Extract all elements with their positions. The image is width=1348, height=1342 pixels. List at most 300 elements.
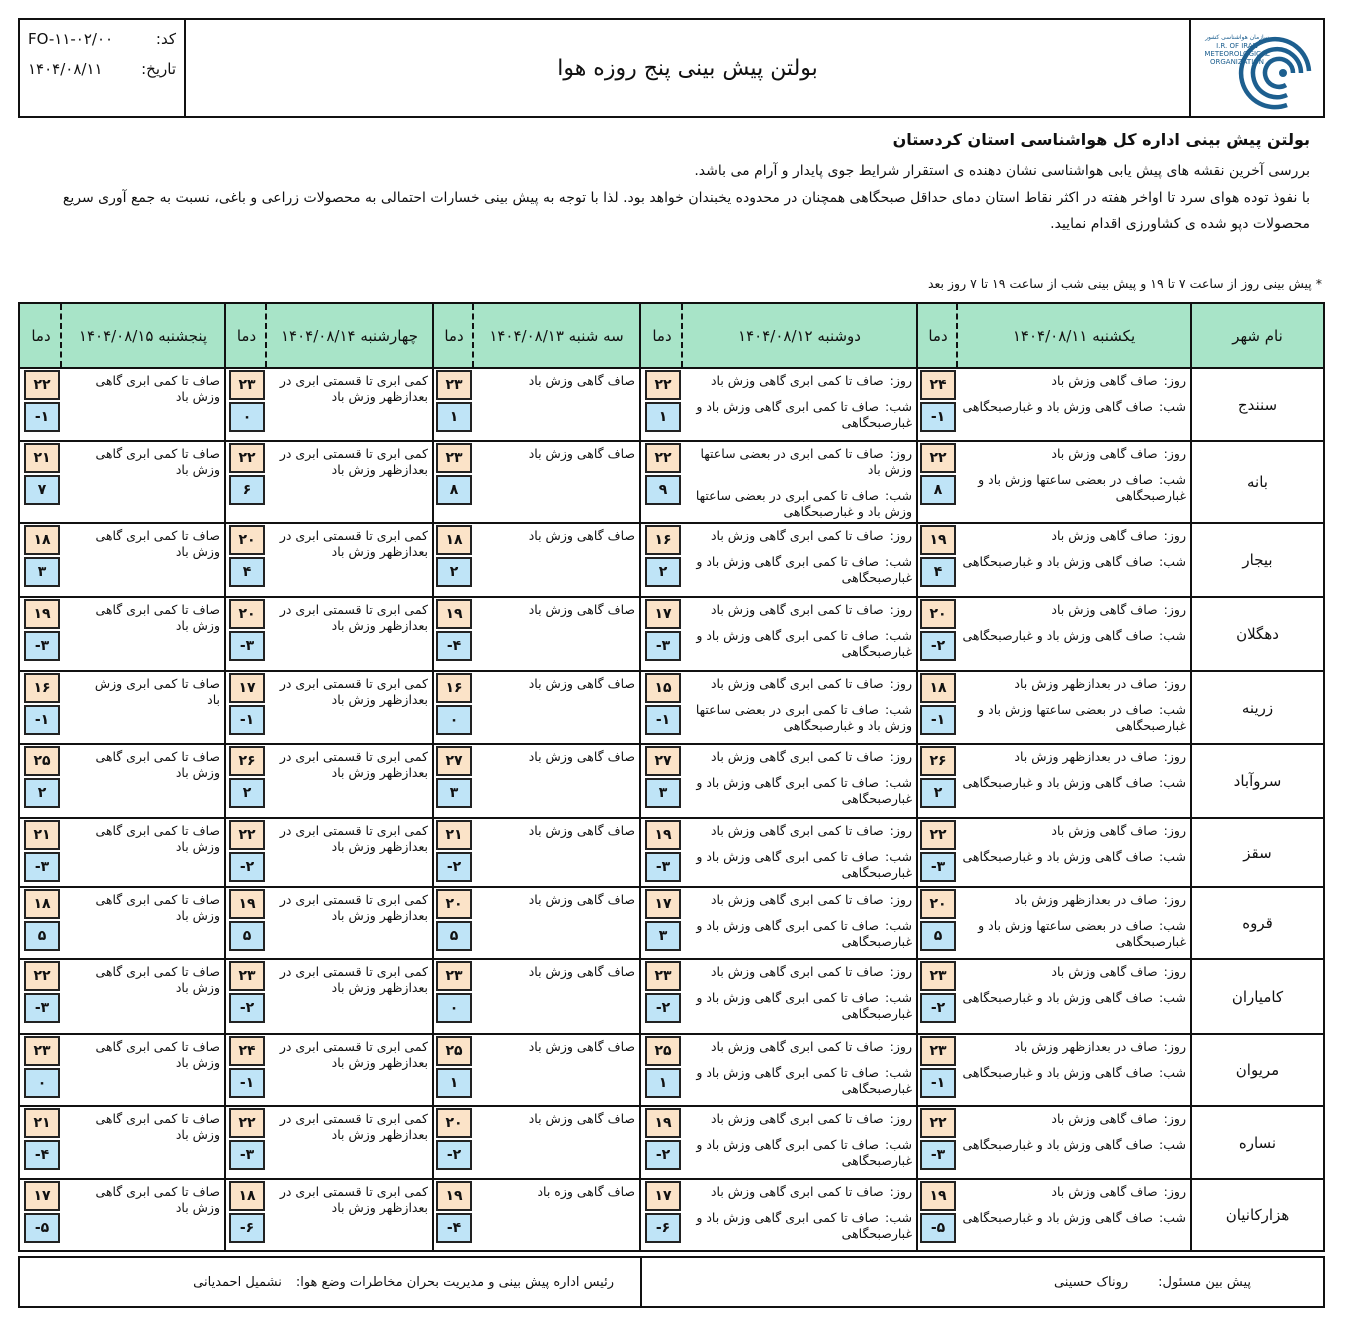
night-forecast-line [958, 628, 1186, 644]
night-forecast-line [958, 1137, 1186, 1153]
day-forecast-text: کمی ابری تا قسمتی ابری در بعدازظهر وزش باد [279, 1111, 428, 1142]
min-temp-box: ۰ [24, 1068, 60, 1098]
city-name: کامیاران [1231, 987, 1284, 1006]
min-temp-box: ۵ [24, 921, 60, 951]
day-forecast-text [958, 1039, 1186, 1081]
night-label: شب: [1159, 472, 1186, 487]
day-forecast-text [958, 528, 1186, 570]
night-label: شب: [885, 775, 912, 790]
max-temp-box: ۱۷ [645, 599, 681, 629]
day-column-header: پنجشنبه ۱۴۰۴/۰۸/۱۵ [62, 304, 224, 367]
max-temp-box: ۲۵ [24, 746, 60, 776]
max-temp-box: ۲۰ [229, 525, 265, 555]
night-forecast-line [958, 702, 1186, 734]
night-forecast-line [958, 849, 1186, 865]
night-forecast-value: صاف گاهی وزش باد و غبارصبحگاهی [962, 1210, 1154, 1225]
min-temp-box: -۴ [24, 1140, 60, 1170]
city-name: زرینه [1241, 698, 1274, 717]
night-forecast-line [684, 849, 912, 881]
day-forecast-text: صاف تا کمی ابری گاهی وزش باد [95, 602, 220, 633]
min-temp-box: ۳ [645, 921, 681, 951]
day-label: روز: [1163, 602, 1186, 617]
night-forecast-value: صاف تا کمی ابری گاهی وزش باد و غبارصبحگاهی [696, 918, 912, 949]
night-forecast-line [684, 1137, 912, 1169]
header-dashed-divider [681, 304, 683, 367]
max-temp-box: ۲۳ [920, 961, 956, 991]
table-row [20, 1033, 1323, 1105]
day-label: روز: [1163, 446, 1186, 461]
day-label: روز: [1163, 749, 1186, 764]
min-temp-box: -۳ [24, 631, 60, 661]
day-forecast-text: صاف تا کمی ابری گاهی وزش باد [95, 446, 220, 477]
max-temp-box: ۱۹ [229, 889, 265, 919]
day-forecast-value: صاف تا کمی ابری گاهی وزش باد [710, 1111, 884, 1126]
day-forecast-text [684, 446, 912, 520]
min-temp-box: ۶ [229, 475, 265, 505]
max-temp-box: ۱۹ [436, 599, 472, 629]
day-forecast-text: صاف تا کمی ابری گاهی وزش باد [95, 1184, 220, 1215]
min-temp-box: ۲ [436, 557, 472, 587]
city-name: هزارکانیان [1225, 1206, 1290, 1224]
min-temp-box: -۱ [645, 705, 681, 735]
day-forecast-line [958, 964, 1186, 980]
day-label: روز: [889, 749, 912, 764]
min-temp-box: ۲ [920, 778, 956, 808]
min-temp-box: ۳ [436, 778, 472, 808]
head-label: رئیس اداره پیش بینی و مدیریت بحران مخاطرات وضع هوا: [295, 1274, 614, 1290]
day-forecast-text [684, 964, 912, 1022]
day-label: روز: [889, 602, 912, 617]
table-row [20, 817, 1323, 886]
day-forecast-line [684, 749, 912, 765]
table-row [20, 440, 1323, 522]
max-temp-box: ۱۷ [229, 673, 265, 703]
max-temp-box: ۲۵ [645, 1036, 681, 1066]
forecaster-label: پیش بین مسئول: [1158, 1274, 1251, 1290]
min-temp-box: -۵ [24, 1213, 60, 1243]
day-forecast-value: صاف تا کمی ابری گاهی وزش باد [710, 892, 884, 907]
table-row [20, 522, 1323, 596]
max-temp-box: ۱۷ [645, 1181, 681, 1211]
day-forecast-line [684, 446, 912, 478]
day-label: روز: [1163, 892, 1186, 907]
min-temp-box: -۶ [229, 1213, 265, 1243]
min-temp-box: ۱ [436, 402, 472, 432]
night-forecast-value: صاف تا کمی ابری گاهی وزش باد و غبارصبحگاهی [696, 1137, 912, 1168]
day-forecast-text: صاف گاهی وزش باد [528, 892, 635, 907]
max-temp-box: ۲۲ [229, 443, 265, 473]
day-forecast-line [684, 1039, 912, 1055]
night-label: شب: [1159, 1137, 1186, 1152]
min-temp-box: ۳ [645, 778, 681, 808]
day-forecast-text: کمی ابری تا قسمتی ابری در بعدازظهر وزش باد [279, 373, 428, 404]
min-temp-box: ۹ [645, 475, 681, 505]
min-temp-box: -۲ [920, 993, 956, 1023]
day-forecast-text: صاف تا کمی ابری گاهی وزش باد [95, 373, 220, 404]
max-temp-box: ۲۰ [920, 599, 956, 629]
city-name: سروآباد [1233, 772, 1282, 790]
city-name: بیجار [1242, 551, 1273, 569]
day-forecast-text: کمی ابری تا قسمتی ابری در بعدازظهر وزش باد [279, 964, 428, 995]
min-temp-box: ۷ [24, 475, 60, 505]
max-temp-box: ۲۳ [645, 961, 681, 991]
night-forecast-value: صاف گاهی وزش باد و غبارصبحگاهی [962, 1137, 1154, 1152]
max-temp-box: ۱۹ [436, 1181, 472, 1211]
city-name: سقز [1243, 843, 1272, 862]
max-temp-box: ۲۷ [645, 746, 681, 776]
min-temp-box: -۳ [920, 852, 956, 882]
night-forecast-value: صاف تا کمی ابری در بعضی ساعتها وزش باد و غبارصبحگاهی [695, 488, 912, 519]
day-column-header: سه شنبه ۱۴۰۴/۰۸/۱۳ [474, 304, 639, 367]
min-temp-box: ۱ [645, 1068, 681, 1098]
day-forecast-text: کمی ابری تا قسمتی ابری در بعدازظهر وزش باد [279, 676, 428, 707]
day-forecast-text: کمی ابری تا قسمتی ابری در بعدازظهر وزش باد [279, 528, 428, 559]
day-forecast-line [684, 602, 912, 618]
day-forecast-text: کمی ابری تا قسمتی ابری در بعدازظهر وزش باد [279, 892, 428, 923]
head-name: نشمیل احمدیانی [193, 1274, 282, 1290]
day-label: روز: [1163, 1039, 1186, 1054]
night-forecast-value: صاف گاهی وزش باد و غبارصبحگاهی [962, 628, 1154, 643]
night-label: شب: [1159, 1210, 1186, 1225]
day-forecast-line [684, 373, 912, 389]
day-forecast-line [958, 892, 1186, 908]
day-forecast-text [958, 1111, 1186, 1153]
intro-line: محصولات دپو شده ی کشاورزی اقدام نمایید. [1050, 216, 1310, 232]
bulletin-header [18, 18, 1325, 118]
night-forecast-value: صاف تا کمی ابری در بعضی ساعتها وزش باد و غبارصبحگاهی [695, 702, 912, 733]
min-temp-box: ۵ [920, 921, 956, 951]
code-label: کد: [155, 30, 176, 48]
date-value: ۱۴۰۴/۰۸/۱۱ [28, 60, 103, 78]
forecaster-block [640, 1258, 1323, 1306]
min-temp-box: -۲ [920, 631, 956, 661]
logo-text: I.R. OF IRAN [1216, 42, 1258, 50]
day-forecast-value: صاف گاهی وزش باد [1051, 1111, 1158, 1126]
day-forecast-text [684, 1039, 912, 1097]
max-temp-box: ۲۳ [229, 370, 265, 400]
day-forecast-line [958, 749, 1186, 765]
day-forecast-text [958, 823, 1186, 865]
max-temp-box: ۲۳ [436, 961, 472, 991]
min-temp-box: -۱ [920, 402, 956, 432]
intro-line: بررسی آخرین نقشه های پیش یابی هواشناسی نشان دهنده ی استقرار شرایط جوی پایدار و آرام می باشد. [694, 163, 1310, 179]
day-forecast-text [958, 964, 1186, 1006]
code-row [28, 30, 176, 48]
min-temp-box: ۵ [436, 921, 472, 951]
day-label: روز: [889, 1039, 912, 1054]
max-temp-box: ۲۵ [436, 1036, 472, 1066]
night-label: شب: [885, 702, 912, 717]
day-forecast-text [958, 602, 1186, 644]
night-label: شب: [885, 1137, 912, 1152]
temp-column-header: دما [918, 304, 958, 367]
day-forecast-value: صاف تا کمی ابری گاهی وزش باد [710, 1039, 884, 1054]
night-forecast-line [958, 775, 1186, 791]
day-forecast-value: صاف گاهی وزش باد [1051, 964, 1158, 979]
day-label: روز: [1163, 1111, 1186, 1126]
max-temp-box: ۲۴ [920, 370, 956, 400]
day-forecast-value: صاف تا کمی ابری گاهی وزش باد [710, 1184, 884, 1199]
max-temp-box: ۲۱ [24, 1108, 60, 1138]
day-forecast-text: صاف گاهی وزش باد [528, 373, 635, 388]
day-forecast-text: صاف تا کمی ابری گاهی وزش باد [95, 892, 220, 923]
day-forecast-line [958, 528, 1186, 544]
table-header [20, 304, 1323, 367]
day-forecast-text: کمی ابری تا قسمتی ابری در بعدازظهر وزش باد [279, 1184, 428, 1215]
day-forecast-text [684, 1111, 912, 1169]
min-temp-box: -۲ [229, 852, 265, 882]
table-row [20, 886, 1323, 958]
day-forecast-line [684, 528, 912, 544]
max-temp-box: ۲۲ [920, 443, 956, 473]
day-forecast-line [684, 964, 912, 980]
day-forecast-text: صاف گاهی وزش باد [528, 823, 635, 838]
day-forecast-text [684, 676, 912, 734]
day-forecast-text: کمی ابری تا قسمتی ابری در بعدازظهر وزش باد [279, 602, 428, 633]
day-label: روز: [1163, 528, 1186, 543]
forecast-table [18, 302, 1325, 1252]
day-forecast-value: صاف تا کمی ابری گاهی وزش باد [710, 528, 884, 543]
max-temp-box: ۱۸ [229, 1181, 265, 1211]
min-temp-box: -۵ [920, 1213, 956, 1243]
logo-text: سازمان هواشناسی کشور [1205, 34, 1269, 41]
max-temp-box: ۲۰ [229, 599, 265, 629]
table-row [20, 367, 1323, 440]
max-temp-box: ۲۳ [920, 1036, 956, 1066]
day-forecast-text [958, 1184, 1186, 1226]
min-temp-box: -۶ [645, 1213, 681, 1243]
day-label: روز: [889, 964, 912, 979]
day-forecast-text [958, 446, 1186, 504]
day-label: روز: [1163, 823, 1186, 838]
day-column-header: دوشنبه ۱۴۰۴/۰۸/۱۲ [683, 304, 916, 367]
max-temp-box: ۱۸ [24, 525, 60, 555]
max-temp-box: ۲۳ [436, 443, 472, 473]
day-label: روز: [889, 1184, 912, 1199]
day-forecast-text: صاف تا کمی ابری گاهی وزش باد [95, 749, 220, 780]
city-name: قروه [1242, 914, 1273, 932]
table-row [20, 1105, 1323, 1178]
night-label: شب: [1159, 399, 1186, 414]
date-label: تاریخ: [141, 60, 176, 78]
max-temp-box: ۱۸ [920, 673, 956, 703]
day-forecast-value: صاف گاهی وزش باد [1051, 528, 1158, 543]
night-forecast-line [958, 399, 1186, 415]
night-forecast-line [958, 554, 1186, 570]
max-temp-box: ۱۹ [920, 525, 956, 555]
night-forecast-line [684, 918, 912, 950]
min-temp-box: -۲ [645, 1140, 681, 1170]
day-forecast-value: صاف گاهی وزش باد [1051, 1184, 1158, 1199]
night-forecast-line [684, 488, 912, 520]
min-temp-box: ۱ [436, 1068, 472, 1098]
max-temp-box: ۲۲ [24, 961, 60, 991]
day-forecast-text: صاف گاهی وزش باد [528, 528, 635, 543]
forecaster-name: روناک حسینی [1053, 1274, 1129, 1290]
day-forecast-value: صاف تا کمی ابری گاهی وزش باد [710, 602, 884, 617]
night-forecast-value: صاف گاهی وزش باد و غبارصبحگاهی [962, 1065, 1154, 1080]
day-forecast-line [958, 676, 1186, 692]
day-forecast-value: صاف گاهی وزش باد [1051, 373, 1158, 388]
min-temp-box: -۳ [229, 631, 265, 661]
day-column-header: یکشنبه ۱۴۰۴/۰۸/۱۱ [958, 304, 1190, 367]
temp-column-header: دما [226, 304, 267, 367]
day-forecast-value: صاف تا کمی ابری گاهی وزش باد [710, 823, 884, 838]
day-label: روز: [889, 528, 912, 543]
day-forecast-value: صاف تا کمی ابری گاهی وزش باد [710, 676, 884, 691]
code-date-block [20, 20, 186, 116]
night-forecast-value: صاف در بعضی ساعتها وزش باد و غبارصبحگاهی [978, 918, 1186, 949]
max-temp-box: ۱۶ [645, 525, 681, 555]
night-forecast-value: صاف گاهی وزش باد و غبارصبحگاهی [962, 399, 1154, 414]
day-forecast-line [958, 823, 1186, 839]
day-forecast-value: صاف در بعدازظهر وزش باد [1014, 676, 1158, 691]
day-label: روز: [1163, 964, 1186, 979]
bulletin-footer [18, 1256, 1325, 1308]
table-row [20, 670, 1323, 743]
max-temp-box: ۲۷ [436, 746, 472, 776]
min-temp-box: ۰ [436, 993, 472, 1023]
max-temp-box: ۲۲ [24, 370, 60, 400]
day-forecast-line [684, 823, 912, 839]
day-label: روز: [889, 1111, 912, 1126]
night-label: شب: [1159, 918, 1186, 933]
table-row [20, 743, 1323, 817]
min-temp-box: -۲ [229, 993, 265, 1023]
night-forecast-value: صاف در بعضی ساعتها وزش باد و غبارصبحگاهی [978, 472, 1186, 503]
day-forecast-text: صاف گاهی وزش باد [528, 1039, 635, 1054]
min-temp-box: ۰ [229, 402, 265, 432]
min-temp-box: -۳ [24, 993, 60, 1023]
day-forecast-text: کمی ابری تا قسمتی ابری در بعدازظهر وزش باد [279, 749, 428, 780]
table-row [20, 1178, 1323, 1250]
night-label: شب: [1159, 628, 1186, 643]
city-name: بانه [1247, 473, 1268, 491]
night-forecast-line [958, 918, 1186, 950]
min-temp-box: -۱ [229, 705, 265, 735]
day-forecast-line [684, 676, 912, 692]
day-forecast-value: صاف در بعدازظهر وزش باد [1014, 892, 1158, 907]
min-temp-box: -۱ [920, 1068, 956, 1098]
night-label: شب: [1159, 775, 1186, 790]
day-forecast-text: صاف تا کمی ابری وزش باد [94, 676, 220, 707]
night-forecast-value: صاف در بعضی ساعتها وزش باد و غبارصبحگاهی [978, 702, 1186, 733]
night-forecast-line [684, 1065, 912, 1097]
day-forecast-value: صاف گاهی وزش باد [1051, 602, 1158, 617]
night-forecast-value: صاف گاهی وزش باد و غبارصبحگاهی [962, 849, 1154, 864]
night-label: شب: [885, 399, 912, 414]
max-temp-box: ۲۱ [24, 443, 60, 473]
night-label: شب: [885, 849, 912, 864]
night-forecast-value: صاف تا کمی ابری گاهی وزش باد و غبارصبحگاهی [696, 628, 912, 659]
day-forecast-line [684, 892, 912, 908]
night-forecast-line [958, 1210, 1186, 1226]
day-forecast-value: صاف تا کمی ابری گاهی وزش باد [710, 749, 884, 764]
day-forecast-text [684, 749, 912, 807]
head-block [20, 1258, 644, 1306]
city-name: دهگلان [1236, 625, 1279, 643]
day-forecast-text: کمی ابری تا قسمتی ابری در بعدازظهر وزش باد [279, 446, 428, 477]
max-temp-box: ۲۶ [920, 746, 956, 776]
night-label: شب: [885, 488, 912, 503]
max-temp-box: ۱۸ [24, 889, 60, 919]
day-forecast-value: صاف گاهی وزش باد [1051, 823, 1158, 838]
city-name: نساره [1238, 1133, 1277, 1152]
night-forecast-line [958, 1065, 1186, 1081]
intro-line: با نفوذ توده هوای سرد تا اواخر هفته در اکثر نقاط استان دمای حداقل صبحگاهی همچنان در محدوده یخبندان خواهد بود. لذا با توجه به پیش بینی خسارات احتمالی به محصولات زراعی و باغی، نسبت به جمع آوری سریع [62, 190, 1310, 206]
night-forecast-line [958, 472, 1186, 504]
night-forecast-value: صاف تا کمی ابری گاهی وزش باد و غبارصبحگاهی [696, 849, 912, 880]
max-temp-box: ۱۵ [645, 673, 681, 703]
day-forecast-text [684, 892, 912, 950]
day-label: روز: [889, 373, 912, 388]
night-forecast-value: صاف گاهی وزش باد و غبارصبحگاهی [962, 775, 1154, 790]
max-temp-box: ۲۳ [436, 370, 472, 400]
max-temp-box: ۲۱ [436, 820, 472, 850]
night-forecast-value: صاف تا کمی ابری گاهی وزش باد و غبارصبحگاهی [696, 775, 912, 806]
min-temp-box: -۳ [920, 1140, 956, 1170]
min-temp-box: -۲ [436, 852, 472, 882]
day-forecast-line [958, 1039, 1186, 1055]
night-forecast-line [684, 702, 912, 734]
night-forecast-line [684, 554, 912, 586]
min-temp-box: ۳ [24, 557, 60, 587]
header-dashed-divider [265, 304, 267, 367]
min-temp-box: -۳ [645, 852, 681, 882]
min-temp-box: ۲ [645, 557, 681, 587]
night-forecast-value: صاف تا کمی ابری گاهی وزش باد و غبارصبحگاهی [696, 554, 912, 585]
day-forecast-value: صاف گاهی وزش باد [1051, 446, 1158, 461]
day-forecast-text: کمی ابری تا قسمتی ابری در بعدازظهر وزش باد [279, 1039, 428, 1070]
bulletin-subtitle: بولتن پیش بینی اداره کل هواشناسی استان کردستان [892, 130, 1310, 149]
min-temp-box: -۳ [229, 1140, 265, 1170]
day-forecast-line [958, 446, 1186, 462]
day-forecast-text: صاف گاهی وزش باد [528, 446, 635, 461]
min-temp-box: -۲ [645, 993, 681, 1023]
night-label: شب: [885, 1210, 912, 1225]
day-column-header: چهارشنبه ۱۴۰۴/۰۸/۱۴ [267, 304, 432, 367]
max-temp-box: ۲۳ [229, 961, 265, 991]
night-label: شب: [1159, 990, 1186, 1005]
min-temp-box: ۴ [229, 557, 265, 587]
day-forecast-value: صاف تا کمی ابری در بعضی ساعتها وزش باد [700, 446, 912, 477]
logo-text: METEOROLOGICAL [1204, 50, 1270, 58]
day-forecast-line [958, 373, 1186, 389]
night-label: شب: [885, 628, 912, 643]
night-label: شب: [1159, 849, 1186, 864]
max-temp-box: ۲۱ [24, 820, 60, 850]
city-name: مریوان [1235, 1061, 1280, 1079]
night-forecast-line [684, 1210, 912, 1242]
temp-column-header: دما [641, 304, 683, 367]
day-forecast-text: صاف گاهی وزش باد [528, 749, 635, 764]
date-row [28, 60, 176, 78]
min-temp-box: ۲ [24, 778, 60, 808]
night-forecast-value: صاف تا کمی ابری گاهی وزش باد و غبارصبحگاهی [696, 399, 912, 430]
day-forecast-text: صاف گاهی وزش باد [528, 602, 635, 617]
day-forecast-text [684, 528, 912, 586]
max-temp-box: ۱۷ [24, 1181, 60, 1211]
min-temp-box: ۰ [436, 705, 472, 735]
header-dashed-divider [956, 304, 958, 367]
night-forecast-value: صاف گاهی وزش باد و غبارصبحگاهی [962, 554, 1154, 569]
day-forecast-value: صاف تا کمی ابری گاهی وزش باد [710, 964, 884, 979]
day-forecast-text: صاف گاهی وزه باد [537, 1184, 635, 1199]
page-title: بولتن پیش بینی پنج روزه هوا [557, 55, 818, 81]
table-row [20, 958, 1323, 1033]
day-forecast-line [684, 1111, 912, 1127]
day-forecast-text: صاف گاهی وزش باد [528, 1111, 635, 1126]
